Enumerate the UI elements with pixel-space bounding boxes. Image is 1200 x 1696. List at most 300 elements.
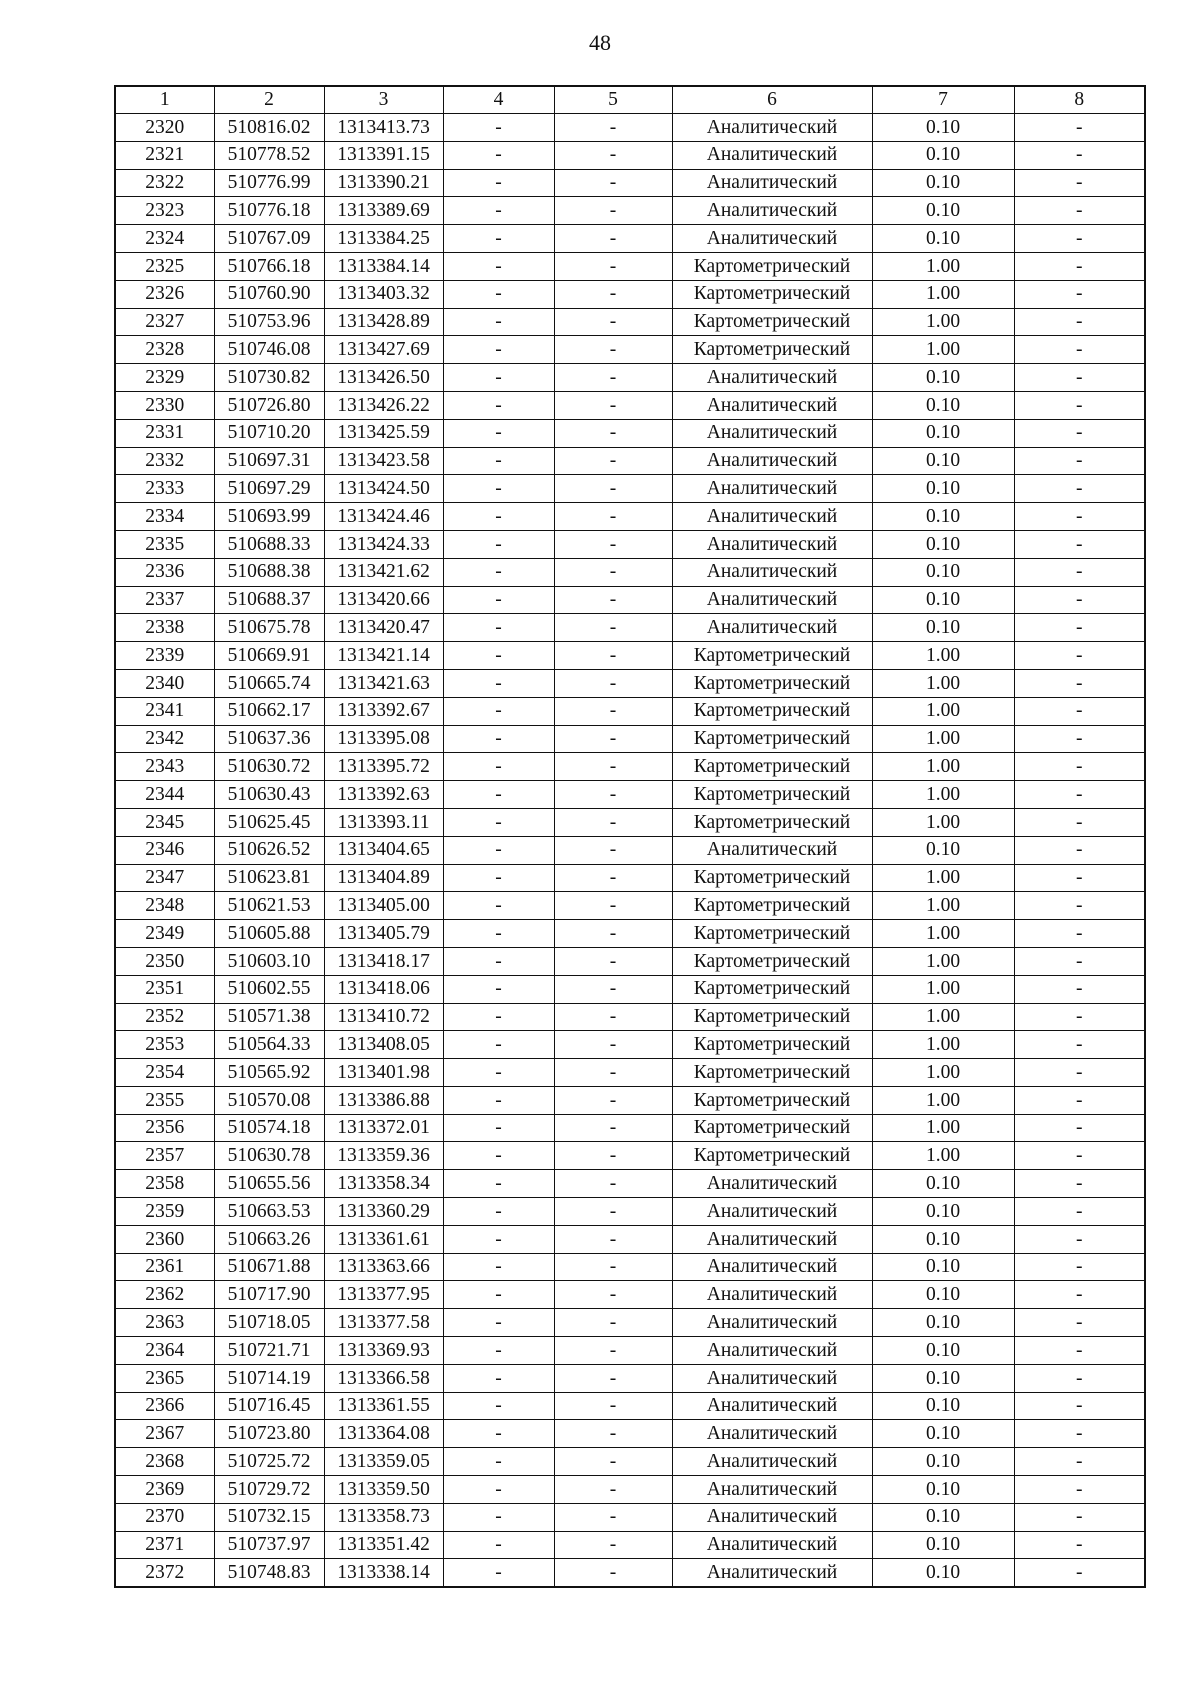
col4-value-cell: -	[443, 1392, 554, 1420]
table-row	[115, 364, 1145, 392]
col4-value-cell: -	[443, 669, 554, 697]
col8-value-cell: -	[1014, 280, 1145, 308]
col8-value-cell: -	[1014, 1281, 1145, 1309]
accuracy-cell: 0.10	[872, 1392, 1014, 1420]
col4-value-cell: -	[443, 1170, 554, 1198]
method-cell: Аналитический	[672, 1559, 872, 1587]
point-number-cell: 2361	[115, 1253, 214, 1281]
x-coordinate-cell: 510710.20	[214, 419, 324, 447]
point-number-cell: 2360	[115, 1225, 214, 1253]
point-number-cell: 2330	[115, 391, 214, 419]
col8-value-cell: -	[1014, 1170, 1145, 1198]
y-coordinate-cell: 1313369.93	[324, 1337, 443, 1365]
accuracy-cell: 0.10	[872, 1225, 1014, 1253]
col5-value-cell: -	[554, 169, 672, 197]
accuracy-cell: 0.10	[872, 1253, 1014, 1281]
method-cell: Аналитический	[672, 447, 872, 475]
accuracy-cell: 0.10	[872, 197, 1014, 225]
y-coordinate-cell: 1313410.72	[324, 1003, 443, 1031]
col8-value-cell: -	[1014, 697, 1145, 725]
col8-value-cell: -	[1014, 892, 1145, 920]
col4-value-cell: -	[443, 1031, 554, 1059]
x-coordinate-cell: 510688.38	[214, 558, 324, 586]
method-cell: Аналитический	[672, 114, 872, 142]
y-coordinate-cell: 1313424.46	[324, 503, 443, 531]
point-number-cell: 2331	[115, 419, 214, 447]
table-row	[115, 280, 1145, 308]
col4-value-cell: -	[443, 1420, 554, 1448]
col8-value-cell: -	[1014, 391, 1145, 419]
method-cell: Аналитический	[672, 1503, 872, 1531]
y-coordinate-cell: 1313424.33	[324, 530, 443, 558]
table-row	[115, 141, 1145, 169]
col5-value-cell: -	[554, 1086, 672, 1114]
col8-value-cell: -	[1014, 586, 1145, 614]
column-header: 5	[554, 86, 672, 114]
y-coordinate-cell: 1313372.01	[324, 1114, 443, 1142]
point-number-cell: 2357	[115, 1142, 214, 1170]
col4-value-cell: -	[443, 1364, 554, 1392]
point-number-cell: 2367	[115, 1420, 214, 1448]
method-cell: Картометрический	[672, 781, 872, 809]
col4-value-cell: -	[443, 141, 554, 169]
y-coordinate-cell: 1313421.62	[324, 558, 443, 586]
col5-value-cell: -	[554, 1281, 672, 1309]
col8-value-cell: -	[1014, 1003, 1145, 1031]
point-number-cell: 2323	[115, 197, 214, 225]
point-number-cell: 2328	[115, 336, 214, 364]
accuracy-cell: 1.00	[872, 975, 1014, 1003]
col5-value-cell: -	[554, 725, 672, 753]
point-number-cell: 2349	[115, 920, 214, 948]
x-coordinate-cell: 510693.99	[214, 503, 324, 531]
col8-value-cell: -	[1014, 1364, 1145, 1392]
table-row	[115, 725, 1145, 753]
col8-value-cell: -	[1014, 419, 1145, 447]
x-coordinate-cell: 510748.83	[214, 1559, 324, 1587]
point-number-cell: 2325	[115, 252, 214, 280]
table-body	[115, 114, 1145, 1588]
accuracy-cell: 1.00	[872, 753, 1014, 781]
y-coordinate-cell: 1313359.36	[324, 1142, 443, 1170]
col4-value-cell: -	[443, 614, 554, 642]
col8-value-cell: -	[1014, 197, 1145, 225]
point-number-cell: 2326	[115, 280, 214, 308]
col4-value-cell: -	[443, 1531, 554, 1559]
col5-value-cell: -	[554, 225, 672, 253]
col5-value-cell: -	[554, 1059, 672, 1087]
point-number-cell: 2345	[115, 808, 214, 836]
col5-value-cell: -	[554, 808, 672, 836]
accuracy-cell: 1.00	[872, 781, 1014, 809]
x-coordinate-cell: 510723.80	[214, 1420, 324, 1448]
table-row	[115, 1198, 1145, 1226]
y-coordinate-cell: 1313405.00	[324, 892, 443, 920]
point-number-cell: 2346	[115, 836, 214, 864]
x-coordinate-cell: 510816.02	[214, 114, 324, 142]
x-coordinate-cell: 510697.31	[214, 447, 324, 475]
accuracy-cell: 0.10	[872, 1531, 1014, 1559]
point-number-cell: 2340	[115, 669, 214, 697]
accuracy-cell: 0.10	[872, 1170, 1014, 1198]
y-coordinate-cell: 1313392.63	[324, 781, 443, 809]
x-coordinate-cell: 510726.80	[214, 391, 324, 419]
x-coordinate-cell: 510776.99	[214, 169, 324, 197]
accuracy-cell: 1.00	[872, 642, 1014, 670]
point-number-cell: 2341	[115, 697, 214, 725]
col8-value-cell: -	[1014, 1198, 1145, 1226]
table-row	[115, 225, 1145, 253]
col8-value-cell: -	[1014, 781, 1145, 809]
x-coordinate-cell: 510717.90	[214, 1281, 324, 1309]
x-coordinate-cell: 510665.74	[214, 669, 324, 697]
method-cell: Аналитический	[672, 1170, 872, 1198]
table-row	[115, 447, 1145, 475]
col8-value-cell: -	[1014, 530, 1145, 558]
y-coordinate-cell: 1313408.05	[324, 1031, 443, 1059]
point-number-cell: 2348	[115, 892, 214, 920]
col8-value-cell: -	[1014, 947, 1145, 975]
x-coordinate-cell: 510630.43	[214, 781, 324, 809]
y-coordinate-cell: 1313386.88	[324, 1086, 443, 1114]
x-coordinate-cell: 510753.96	[214, 308, 324, 336]
y-coordinate-cell: 1313377.58	[324, 1309, 443, 1337]
col5-value-cell: -	[554, 697, 672, 725]
col5-value-cell: -	[554, 1031, 672, 1059]
table-row	[115, 1531, 1145, 1559]
col5-value-cell: -	[554, 141, 672, 169]
col4-value-cell: -	[443, 280, 554, 308]
method-cell: Аналитический	[672, 197, 872, 225]
table-row	[115, 1364, 1145, 1392]
page-number: 48	[589, 30, 611, 55]
method-cell: Картометрический	[672, 280, 872, 308]
table-row	[115, 391, 1145, 419]
accuracy-cell: 0.10	[872, 114, 1014, 142]
point-number-cell: 2324	[115, 225, 214, 253]
table-row	[115, 1114, 1145, 1142]
col5-value-cell: -	[554, 364, 672, 392]
col4-value-cell: -	[443, 1003, 554, 1031]
method-cell: Аналитический	[672, 614, 872, 642]
col5-value-cell: -	[554, 252, 672, 280]
y-coordinate-cell: 1313421.14	[324, 642, 443, 670]
col4-value-cell: -	[443, 1476, 554, 1504]
col8-value-cell: -	[1014, 642, 1145, 670]
col5-value-cell: -	[554, 669, 672, 697]
col4-value-cell: -	[443, 1503, 554, 1531]
accuracy-cell: 1.00	[872, 308, 1014, 336]
method-cell: Картометрический	[672, 892, 872, 920]
method-cell: Аналитический	[672, 419, 872, 447]
accuracy-cell: 1.00	[872, 725, 1014, 753]
table-row	[115, 1476, 1145, 1504]
method-cell: Аналитический	[672, 1420, 872, 1448]
col8-value-cell: -	[1014, 1448, 1145, 1476]
col8-value-cell: -	[1014, 503, 1145, 531]
point-number-cell: 2354	[115, 1059, 214, 1087]
method-cell: Аналитический	[672, 1225, 872, 1253]
table-row	[115, 336, 1145, 364]
col5-value-cell: -	[554, 920, 672, 948]
col8-value-cell: -	[1014, 864, 1145, 892]
point-number-cell: 2362	[115, 1281, 214, 1309]
x-coordinate-cell: 510730.82	[214, 364, 324, 392]
point-number-cell: 2350	[115, 947, 214, 975]
table-row	[115, 1337, 1145, 1365]
point-number-cell: 2372	[115, 1559, 214, 1587]
col5-value-cell: -	[554, 947, 672, 975]
col8-value-cell: -	[1014, 836, 1145, 864]
x-coordinate-cell: 510662.17	[214, 697, 324, 725]
col5-value-cell: -	[554, 1531, 672, 1559]
point-number-cell: 2368	[115, 1448, 214, 1476]
x-coordinate-cell: 510565.92	[214, 1059, 324, 1087]
col4-value-cell: -	[443, 1281, 554, 1309]
col5-value-cell: -	[554, 753, 672, 781]
method-cell: Картометрический	[672, 808, 872, 836]
col5-value-cell: -	[554, 1476, 672, 1504]
accuracy-cell: 1.00	[872, 1059, 1014, 1087]
y-coordinate-cell: 1313366.58	[324, 1364, 443, 1392]
y-coordinate-cell: 1313425.59	[324, 419, 443, 447]
table-row	[115, 1392, 1145, 1420]
point-number-cell: 2364	[115, 1337, 214, 1365]
y-coordinate-cell: 1313361.61	[324, 1225, 443, 1253]
accuracy-cell: 0.10	[872, 558, 1014, 586]
col8-value-cell: -	[1014, 1309, 1145, 1337]
y-coordinate-cell: 1313359.50	[324, 1476, 443, 1504]
x-coordinate-cell: 510625.45	[214, 808, 324, 836]
point-number-cell: 2320	[115, 114, 214, 142]
col4-value-cell: -	[443, 503, 554, 531]
y-coordinate-cell: 1313358.73	[324, 1503, 443, 1531]
x-coordinate-cell: 510721.71	[214, 1337, 324, 1365]
y-coordinate-cell: 1313389.69	[324, 197, 443, 225]
method-cell: Аналитический	[672, 225, 872, 253]
x-coordinate-cell: 510675.78	[214, 614, 324, 642]
point-number-cell: 2339	[115, 642, 214, 670]
accuracy-cell: 0.10	[872, 1559, 1014, 1587]
x-coordinate-cell: 510716.45	[214, 1392, 324, 1420]
method-cell: Картометрический	[672, 336, 872, 364]
col5-value-cell: -	[554, 1309, 672, 1337]
col5-value-cell: -	[554, 586, 672, 614]
accuracy-cell: 1.00	[872, 1031, 1014, 1059]
accuracy-cell: 0.10	[872, 503, 1014, 531]
accuracy-cell: 1.00	[872, 252, 1014, 280]
col5-value-cell: -	[554, 1253, 672, 1281]
col8-value-cell: -	[1014, 975, 1145, 1003]
y-coordinate-cell: 1313404.65	[324, 836, 443, 864]
accuracy-cell: 0.10	[872, 169, 1014, 197]
accuracy-cell: 0.10	[872, 1281, 1014, 1309]
table-row	[115, 920, 1145, 948]
x-coordinate-cell: 510630.72	[214, 753, 324, 781]
accuracy-cell: 1.00	[872, 336, 1014, 364]
col5-value-cell: -	[554, 391, 672, 419]
col5-value-cell: -	[554, 419, 672, 447]
col4-value-cell: -	[443, 197, 554, 225]
col4-value-cell: -	[443, 558, 554, 586]
col5-value-cell: -	[554, 836, 672, 864]
table-row	[115, 530, 1145, 558]
x-coordinate-cell: 510778.52	[214, 141, 324, 169]
col5-value-cell: -	[554, 447, 672, 475]
col4-value-cell: -	[443, 419, 554, 447]
col4-value-cell: -	[443, 336, 554, 364]
col5-value-cell: -	[554, 336, 672, 364]
point-number-cell: 2344	[115, 781, 214, 809]
col5-value-cell: -	[554, 1198, 672, 1226]
col5-value-cell: -	[554, 781, 672, 809]
col8-value-cell: -	[1014, 669, 1145, 697]
y-coordinate-cell: 1313420.66	[324, 586, 443, 614]
y-coordinate-cell: 1313363.66	[324, 1253, 443, 1281]
y-coordinate-cell: 1313404.89	[324, 864, 443, 892]
col5-value-cell: -	[554, 1003, 672, 1031]
col4-value-cell: -	[443, 808, 554, 836]
accuracy-cell: 0.10	[872, 614, 1014, 642]
method-cell: Аналитический	[672, 836, 872, 864]
col4-value-cell: -	[443, 1337, 554, 1365]
y-coordinate-cell: 1313401.98	[324, 1059, 443, 1087]
accuracy-cell: 0.10	[872, 1337, 1014, 1365]
table-row	[115, 975, 1145, 1003]
method-cell: Картометрический	[672, 753, 872, 781]
x-coordinate-cell: 510732.15	[214, 1503, 324, 1531]
column-header: 3	[324, 86, 443, 114]
col8-value-cell: -	[1014, 364, 1145, 392]
col5-value-cell: -	[554, 1448, 672, 1476]
col4-value-cell: -	[443, 1309, 554, 1337]
point-number-cell: 2343	[115, 753, 214, 781]
point-number-cell: 2359	[115, 1198, 214, 1226]
accuracy-cell: 0.10	[872, 1420, 1014, 1448]
x-coordinate-cell: 510671.88	[214, 1253, 324, 1281]
table-row	[115, 1281, 1145, 1309]
point-number-cell: 2355	[115, 1086, 214, 1114]
method-cell: Картометрический	[672, 1114, 872, 1142]
accuracy-cell: 1.00	[872, 697, 1014, 725]
method-cell: Картометрический	[672, 697, 872, 725]
col5-value-cell: -	[554, 864, 672, 892]
y-coordinate-cell: 1313359.05	[324, 1448, 443, 1476]
point-number-cell: 2363	[115, 1309, 214, 1337]
y-coordinate-cell: 1313413.73	[324, 114, 443, 142]
col4-value-cell: -	[443, 1448, 554, 1476]
x-coordinate-cell: 510564.33	[214, 1031, 324, 1059]
table-row	[115, 836, 1145, 864]
col5-value-cell: -	[554, 892, 672, 920]
x-coordinate-cell: 510655.56	[214, 1170, 324, 1198]
table-row	[115, 558, 1145, 586]
table-row	[115, 475, 1145, 503]
method-cell: Аналитический	[672, 1337, 872, 1365]
table-row	[115, 1309, 1145, 1337]
point-number-cell: 2338	[115, 614, 214, 642]
table-row	[115, 1253, 1145, 1281]
y-coordinate-cell: 1313426.22	[324, 391, 443, 419]
accuracy-cell: 0.10	[872, 1309, 1014, 1337]
col5-value-cell: -	[554, 1392, 672, 1420]
col8-value-cell: -	[1014, 1337, 1145, 1365]
col8-value-cell: -	[1014, 753, 1145, 781]
y-coordinate-cell: 1313418.17	[324, 947, 443, 975]
col4-value-cell: -	[443, 391, 554, 419]
method-cell: Аналитический	[672, 1281, 872, 1309]
method-cell: Аналитический	[672, 1198, 872, 1226]
col5-value-cell: -	[554, 475, 672, 503]
col4-value-cell: -	[443, 947, 554, 975]
x-coordinate-cell: 510571.38	[214, 1003, 324, 1031]
method-cell: Картометрический	[672, 1142, 872, 1170]
method-cell: Аналитический	[672, 558, 872, 586]
accuracy-cell: 1.00	[872, 892, 1014, 920]
col4-value-cell: -	[443, 642, 554, 670]
table-row	[115, 753, 1145, 781]
table-row	[115, 1225, 1145, 1253]
accuracy-cell: 0.10	[872, 1364, 1014, 1392]
y-coordinate-cell: 1313384.14	[324, 252, 443, 280]
col5-value-cell: -	[554, 114, 672, 142]
x-coordinate-cell: 510766.18	[214, 252, 324, 280]
method-cell: Картометрический	[672, 975, 872, 1003]
table-row	[115, 252, 1145, 280]
x-coordinate-cell: 510574.18	[214, 1114, 324, 1142]
table-row	[115, 697, 1145, 725]
col8-value-cell: -	[1014, 1531, 1145, 1559]
point-number-cell: 2332	[115, 447, 214, 475]
col8-value-cell: -	[1014, 808, 1145, 836]
x-coordinate-cell: 510776.18	[214, 197, 324, 225]
col5-value-cell: -	[554, 1503, 672, 1531]
method-cell: Аналитический	[672, 391, 872, 419]
x-coordinate-cell: 510621.53	[214, 892, 324, 920]
point-number-cell: 2358	[115, 1170, 214, 1198]
table-row	[115, 614, 1145, 642]
point-number-cell: 2365	[115, 1364, 214, 1392]
col4-value-cell: -	[443, 530, 554, 558]
accuracy-cell: 0.10	[872, 836, 1014, 864]
table-row	[115, 1170, 1145, 1198]
col4-value-cell: -	[443, 892, 554, 920]
col8-value-cell: -	[1014, 475, 1145, 503]
coordinates-table	[114, 85, 1146, 1588]
table-row	[115, 642, 1145, 670]
col4-value-cell: -	[443, 364, 554, 392]
point-number-cell: 2321	[115, 141, 214, 169]
col8-value-cell: -	[1014, 308, 1145, 336]
y-coordinate-cell: 1313426.50	[324, 364, 443, 392]
col4-value-cell: -	[443, 114, 554, 142]
method-cell: Картометрический	[672, 1003, 872, 1031]
y-coordinate-cell: 1313377.95	[324, 1281, 443, 1309]
point-number-cell: 2353	[115, 1031, 214, 1059]
col8-value-cell: -	[1014, 1142, 1145, 1170]
method-cell: Аналитический	[672, 1253, 872, 1281]
table-row	[115, 1503, 1145, 1531]
col5-value-cell: -	[554, 1142, 672, 1170]
y-coordinate-cell: 1313391.15	[324, 141, 443, 169]
col4-value-cell: -	[443, 586, 554, 614]
method-cell: Аналитический	[672, 586, 872, 614]
accuracy-cell: 0.10	[872, 364, 1014, 392]
accuracy-cell: 0.10	[872, 141, 1014, 169]
accuracy-cell: 0.10	[872, 530, 1014, 558]
point-number-cell: 2370	[115, 1503, 214, 1531]
y-coordinate-cell: 1313424.50	[324, 475, 443, 503]
